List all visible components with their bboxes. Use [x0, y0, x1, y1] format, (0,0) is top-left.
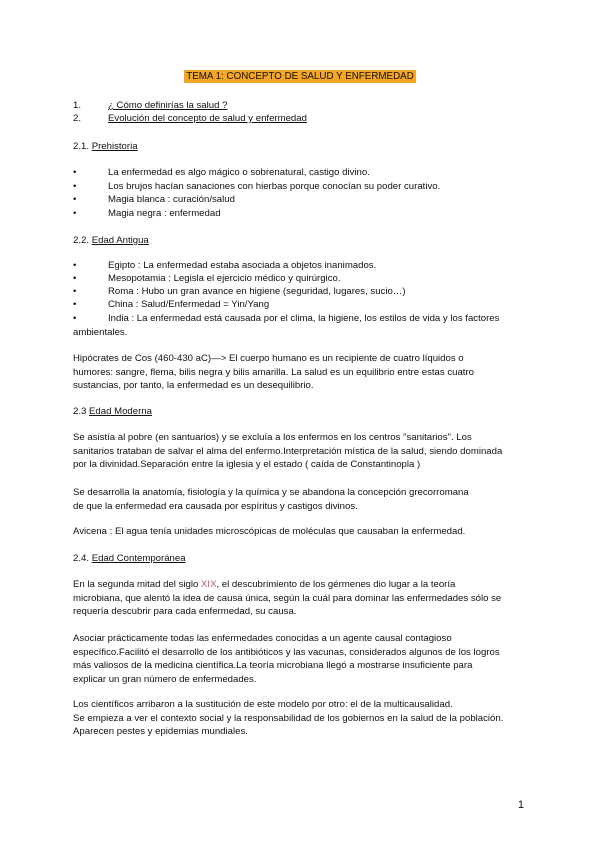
text-line: más valiosos de la medicina científica.La teoría microbiana llegó a mostrarse insuficiente para: [73, 660, 473, 672]
section-heading: [73, 234, 149, 248]
text-line: microbiana, que alentó la idea de causa única, según la cuál para dominar las enfermedades sólo se: [73, 592, 502, 604]
text-line: Aparecen pestes y epidemias mundiales.: [73, 726, 248, 738]
bullet-marker: •: [73, 273, 77, 284]
section-title: Edad Moderna: [89, 406, 152, 417]
text-line: Avicena : El agua tenía unidades microscópicas de moléculas que causaban la enfermedad.: [73, 526, 466, 537]
text-line: por la divinidad.Separación entre la iglesia y el estado ( caída de Constantinopla ): [73, 459, 421, 471]
bullet-marker: •: [73, 181, 77, 192]
paragraph: [73, 632, 533, 686]
text-line: sanitarios trataban de salvar el alma del enfermo.Interpretación mística de la salud, siendo dominada: [73, 445, 503, 457]
text-run: , el descubrimiento de los gérmenes dio lugar a la teoría: [216, 579, 456, 590]
section-title: Edad Contemporánea: [91, 553, 186, 564]
text-line: Los científicos arribaron a la sustitución de este modelo por otro: el de la multicausalidad.: [73, 699, 453, 710]
paragraph: [73, 431, 533, 472]
text-line: Hipócrates de Cos (460-430 aC)—> El cuerpo humano es un recipiente de cuatro líquidos o: [73, 353, 464, 364]
section-number: 2.2.: [73, 235, 90, 246]
bullet-marker: •: [73, 299, 77, 310]
section-number: 2.3: [73, 406, 87, 417]
list-item: Magia blanca : curación/salud: [108, 194, 235, 205]
list-item: Roma : Hubo un gran avance en higiene (seguridad, lugares, sucio…): [108, 286, 406, 297]
toc-item: ¿ Cómo definirías la salud ?: [108, 100, 228, 111]
list-item: La enfermedad es algo mágico o sobrenatural, castigo divino.: [108, 167, 370, 178]
text-line: [73, 578, 533, 592]
paragraph: [73, 486, 533, 513]
text-line: Se asistía al pobre (en santuarios) y se excluía a los enfermos en los centros "sanitarios". Los: [73, 432, 472, 443]
text-line: requería descubrir para cada enfermedad, su causa.: [73, 606, 297, 618]
bullet-marker: •: [73, 194, 77, 205]
list-item: China : Salud/Enfermedad = Yin/Yang: [108, 299, 270, 310]
paragraph: [73, 578, 533, 619]
bullet-marker: •: [73, 286, 77, 297]
paragraph: [73, 525, 533, 539]
list-item: Magia negra : enfermedad: [108, 208, 221, 219]
toc-number: 2.: [73, 113, 82, 124]
text-line: explicar un gran número de enfermedades.: [73, 673, 257, 685]
list-item: Egipto : La enfermedad estaba asociada a objetos inanimados.: [108, 260, 377, 271]
bullet-marker: •: [73, 167, 77, 178]
text-line: Se desarrolla la anatomía, fisiología y la química y se abandona la concepción grecorromana: [73, 487, 469, 498]
text-run: En la segunda mitad del siglo: [73, 579, 201, 590]
toc-number: 1.: [73, 100, 82, 111]
section-heading: [73, 552, 186, 566]
paragraph-hipocrates: [73, 352, 533, 393]
paragraph: [73, 698, 533, 739]
title-highlight: TEMA 1: CONCEPTO DE SALUD Y ENFERMEDAD: [186, 71, 414, 82]
page-number: 1: [517, 799, 524, 811]
text-line: Se empieza a ver el contexto social y la responsabilidad de los gobiernos en la salud de la población.: [73, 712, 504, 724]
section-title: Edad Antigua: [91, 235, 149, 246]
section-title: Prehistoria: [91, 141, 138, 152]
text-line: Asociar prácticamente todas las enfermedades conocidas a un agente causal contagioso: [73, 633, 452, 644]
section-heading: [73, 140, 138, 154]
bullet-marker: •: [73, 313, 77, 324]
list-item: India : La enfermedad está causada por el clima, la higiene, los estilos de vida y los factores: [108, 313, 500, 324]
text-line: de que la enfermedad era causada por espíritus y castigos divinos.: [73, 500, 358, 512]
section-heading: [73, 405, 152, 419]
list-item-continuation: ambientales.: [73, 327, 128, 338]
list-item: Mesopotamia : Legisla el ejercicio médico y quirúrgico.: [108, 273, 341, 284]
text-line: sustancias, por tanto, la enfermedad es un desequilibrio.: [73, 380, 314, 392]
bullet-marker: •: [73, 260, 77, 271]
section-number: 2.4.: [73, 553, 90, 564]
toc-item: Evolución del concepto de salud y enfermedad: [108, 113, 307, 124]
document-title: [0, 71, 600, 82]
list-item: Los brujos hacían sanaciones con hierbas porque conocían su poder curativo.: [108, 181, 441, 192]
text-line: específico.Facilitó el desarrollo de los antibióticos y las vacunas, considerados algunos de los logros: [73, 646, 500, 658]
bullet-marker: •: [73, 208, 77, 219]
text-line: humores: sangre, flema, bilis negra y bilis amarilla. La salud es un equilibrio entre estas cuatro: [73, 366, 475, 378]
highlighted-text: XIX: [201, 579, 217, 590]
section-number: 2.1.: [73, 141, 90, 152]
